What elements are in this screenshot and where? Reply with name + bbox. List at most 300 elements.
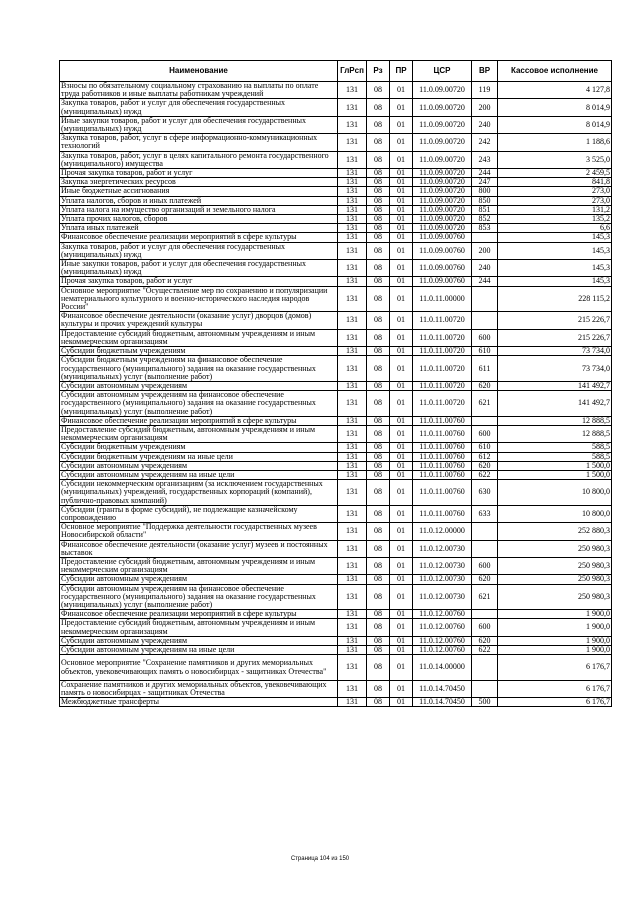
row-name-cell: Предоставление субсидий бюджетным, автономным учреждениям и иным некоммерческим организациям [60,425,338,442]
amount-cell: 215 226,7 [498,329,612,346]
table-row [60,260,612,277]
rz-cell: 08 [367,151,390,168]
row-name-cell: Субсидии бюджетным учреждениям на иные цели [60,452,338,461]
row-name-cell: Субсидии автономным учреждениям на финансовое обеспечение государственного (муниципального) задания на оказание государственных (муниципальных) услуг (выполнение работ) [60,391,338,417]
amount-cell: 131,2 [498,205,612,214]
pr-cell: 01 [390,655,413,681]
pr-cell: 01 [390,242,413,259]
row-name-cell: Межбюджетные трансферты [60,698,338,707]
row-name-cell: Предоставление субсидий бюджетным, автономным учреждениям и иным некоммерческим организациям [60,329,338,346]
row-name-cell: Субсидии автономным учреждениям на финансовое обеспечение государственного (муниципального) задания на оказание государственных (муниципальных) услуг (выполнение работ) [60,584,338,610]
vr-cell: 622 [472,646,498,655]
rz-cell: 08 [367,505,390,522]
csr-cell: 11.0.11.00720 [413,381,472,390]
csr-cell: 11.0.11.00760 [413,425,472,442]
vr-cell: 200 [472,242,498,259]
vr-cell [472,680,498,697]
pr-cell: 01 [390,187,413,196]
vr-cell: 244 [472,169,498,178]
row-name-cell: Иные бюджетные ассигнования [60,187,338,196]
vr-cell: 240 [472,260,498,277]
pr-cell: 01 [390,557,413,574]
csr-cell: 11.0.09.00720 [413,151,472,168]
csr-cell: 11.0.09.00720 [413,99,472,116]
glrsp-cell: 131 [338,233,367,242]
amount-cell: 841,8 [498,178,612,187]
vr-cell: 242 [472,134,498,151]
pr-cell: 01 [390,698,413,707]
pr-cell: 01 [390,540,413,557]
pr-cell: 01 [390,636,413,645]
amount-cell: 228 115,2 [498,286,612,312]
glrsp-cell: 131 [338,99,367,116]
amount-cell: 1 188,6 [498,134,612,151]
rz-cell: 08 [367,646,390,655]
rz-cell: 08 [367,452,390,461]
vr-cell [472,655,498,681]
pr-cell: 01 [390,312,413,329]
amount-cell: 73 734,0 [498,356,612,382]
vr-cell: 620 [472,636,498,645]
rz-cell: 08 [367,205,390,214]
row-name-cell: Субсидии автономным учреждениям [60,575,338,584]
pr-cell: 01 [390,391,413,417]
amount-cell: 1 900,0 [498,646,612,655]
rz-cell: 08 [367,178,390,187]
glrsp-cell: 131 [338,391,367,417]
amount-cell: 10 800,0 [498,480,612,506]
row-name-cell: Иные закупки товаров, работ и услуг для обеспечения государственных (муниципальных) нужд [60,260,338,277]
pr-cell: 01 [390,224,413,233]
rz-cell: 08 [367,575,390,584]
glrsp-cell: 131 [338,381,367,390]
rz-cell: 08 [367,260,390,277]
glrsp-cell: 131 [338,452,367,461]
amount-cell: 12 888,5 [498,425,612,442]
amount-cell: 145,3 [498,242,612,259]
amount-cell: 6 176,7 [498,680,612,697]
glrsp-cell: 131 [338,461,367,470]
pr-cell: 01 [390,646,413,655]
pr-cell: 01 [390,347,413,356]
amount-cell: 1 900,0 [498,619,612,636]
pr-cell: 01 [390,196,413,205]
amount-cell: 6,6 [498,224,612,233]
vr-cell [472,233,498,242]
amount-cell: 273,0 [498,196,612,205]
table-row [60,242,612,259]
glrsp-cell: 131 [338,356,367,382]
vr-cell: 244 [472,277,498,286]
table-row [60,99,612,116]
rz-cell: 08 [367,557,390,574]
row-name-cell: Уплата налога на имущество организаций и земельного налога [60,205,338,214]
amount-cell: 3 525,0 [498,151,612,168]
amount-cell: 252 880,3 [498,523,612,540]
table-row [60,646,612,655]
table-row [60,443,612,452]
table-row [60,391,612,417]
glrsp-cell: 131 [338,312,367,329]
amount-cell: 250 980,3 [498,557,612,574]
rz-cell: 08 [367,619,390,636]
csr-cell: 11.0.11.00720 [413,329,472,346]
vr-cell: 620 [472,575,498,584]
table-row [60,523,612,540]
rz-cell: 08 [367,540,390,557]
csr-cell: 11.0.09.00720 [413,134,472,151]
table-row [60,215,612,224]
pr-cell: 01 [390,381,413,390]
csr-cell: 11.0.11.00720 [413,391,472,417]
csr-cell: 11.0.11.00760 [413,416,472,425]
amount-cell: 250 980,3 [498,575,612,584]
row-name-cell: Субсидии автономным учреждениям на иные цели [60,470,338,479]
csr-cell: 11.0.09.00720 [413,224,472,233]
rz-cell: 08 [367,242,390,259]
rz-cell: 08 [367,169,390,178]
budget-table [59,60,612,707]
glrsp-cell: 131 [338,470,367,479]
amount-cell: 145,3 [498,277,612,286]
table-row [60,557,612,574]
vr-cell: 600 [472,329,498,346]
amount-cell: 141 492,7 [498,391,612,417]
table-row [60,312,612,329]
amount-cell: 1 900,0 [498,610,612,619]
vr-cell: 851 [472,205,498,214]
row-name-cell: Закупка товаров, работ, услуг в целях капитального ремонта государственного (муниципального) имущества [60,151,338,168]
row-name-cell: Закупка товаров, работ и услуг для обеспечения государственных (муниципальных) нужд [60,242,338,259]
vr-cell [472,416,498,425]
glrsp-cell: 131 [338,215,367,224]
amount-cell: 588,5 [498,443,612,452]
csr-cell: 11.0.12.00760 [413,646,472,655]
glrsp-cell: 131 [338,242,367,259]
rz-cell: 08 [367,277,390,286]
row-name-cell: Предоставление субсидий бюджетным, автономным учреждениям и иным некоммерческим организациям [60,619,338,636]
row-name-cell: Уплата прочих налогов, сборов [60,215,338,224]
csr-cell: 11.0.09.00760 [413,242,472,259]
row-name-cell: Субсидии автономным учреждениям на иные цели [60,646,338,655]
vr-cell [472,312,498,329]
row-name-cell: Основное мероприятие "Сохранение памятников и других мемориальных объектов, увековечивающих память о новосибирцах - защитниках Отечества" [60,655,338,681]
pr-cell: 01 [390,505,413,522]
amount-cell: 1 900,0 [498,636,612,645]
vr-cell: 600 [472,425,498,442]
rz-cell: 08 [367,443,390,452]
glrsp-cell: 131 [338,698,367,707]
vr-cell: 600 [472,619,498,636]
pr-cell: 01 [390,523,413,540]
amount-cell: 135,2 [498,215,612,224]
row-name-cell: Субсидии бюджетным учреждениям [60,347,338,356]
vr-cell [472,286,498,312]
pr-cell: 01 [390,356,413,382]
csr-cell: 11.0.09.00720 [413,178,472,187]
glrsp-cell: 131 [338,610,367,619]
csr-cell: 11.0.12.00730 [413,584,472,610]
glrsp-cell: 131 [338,205,367,214]
amount-cell: 4 127,8 [498,82,612,99]
row-name-cell: Взносы по обязательному социальному страхованию на выплаты по оплате труда работников и иные выплаты работникам учреждений [60,82,338,99]
row-name-cell: Закупка товаров, работ и услуг для обеспечения государственных (муниципальных) нужд [60,99,338,116]
vr-cell [472,523,498,540]
rz-cell: 08 [367,196,390,205]
table-row [60,540,612,557]
glrsp-cell: 131 [338,134,367,151]
rz-cell: 08 [367,636,390,645]
vr-cell: 612 [472,452,498,461]
vr-cell: 852 [472,215,498,224]
pr-cell: 01 [390,151,413,168]
amount-cell: 8 014,9 [498,116,612,133]
row-name-cell: Иные закупки товаров, работ и услуг для обеспечения государственных (муниципальных) нужд [60,116,338,133]
csr-cell: 11.0.09.00720 [413,215,472,224]
row-name-cell: Финансовое обеспечение реализации мероприятий в сфере культуры [60,233,338,242]
rz-cell: 08 [367,480,390,506]
table-row [60,151,612,168]
csr-cell: 11.0.12.00760 [413,636,472,645]
row-name-cell: Субсидии некоммерческим организациям (за исключением государственных (муниципальных) учреждений, государственных корпораций (компаний), публично-правовых компаний) [60,480,338,506]
csr-cell: 11.0.12.00000 [413,523,472,540]
pr-cell: 01 [390,416,413,425]
vr-cell: 622 [472,470,498,479]
table-row [60,505,612,522]
row-name-cell: Основное мероприятие "Осуществление мер по сохранению и популяризации нематериального культурного и военно-исторического наследия народов России" [60,286,338,312]
amount-cell: 145,3 [498,260,612,277]
csr-cell: 11.0.11.00760 [413,461,472,470]
row-name-cell: Основное мероприятие "Поддержка деятельности государственных музеев Новосибирской области" [60,523,338,540]
vr-cell: 500 [472,698,498,707]
rz-cell: 08 [367,461,390,470]
rz-cell: 08 [367,610,390,619]
row-name-cell: Финансовое обеспечение реализации мероприятий в сфере культуры [60,610,338,619]
header-name: Наименование [60,61,338,82]
csr-cell: 11.0.09.00720 [413,205,472,214]
glrsp-cell: 131 [338,540,367,557]
table-row [60,698,612,707]
table-body [60,82,612,707]
pr-cell: 01 [390,575,413,584]
rz-cell: 08 [367,187,390,196]
row-name-cell: Субсидии бюджетным учреждениям на финансовое обеспечение государственного (муниципального) задания на оказание государственных (муниципальных) услуг (выполнение работ) [60,356,338,382]
row-name-cell: Субсидии автономным учреждениям [60,636,338,645]
csr-cell: 11.0.11.00760 [413,505,472,522]
csr-cell: 11.0.09.00760 [413,277,472,286]
glrsp-cell: 131 [338,347,367,356]
glrsp-cell: 131 [338,619,367,636]
vr-cell: 600 [472,557,498,574]
pr-cell: 01 [390,610,413,619]
csr-cell: 11.0.11.00720 [413,312,472,329]
csr-cell: 11.0.12.00730 [413,557,472,574]
row-name-cell: Финансовое обеспечение деятельности (оказание услуг) музеев и постоянных выставок [60,540,338,557]
glrsp-cell: 131 [338,443,367,452]
rz-cell: 08 [367,116,390,133]
glrsp-cell: 131 [338,286,367,312]
glrsp-cell: 131 [338,169,367,178]
glrsp-cell: 131 [338,224,367,233]
rz-cell: 08 [367,329,390,346]
csr-cell: 11.0.11.00760 [413,480,472,506]
rz-cell: 08 [367,347,390,356]
rz-cell: 08 [367,82,390,99]
pr-cell: 01 [390,619,413,636]
header-vr: ВР [472,61,498,82]
vr-cell: 621 [472,584,498,610]
vr-cell: 850 [472,196,498,205]
glrsp-cell: 131 [338,575,367,584]
glrsp-cell: 131 [338,655,367,681]
rz-cell: 08 [367,356,390,382]
row-name-cell: Финансовое обеспечение деятельности (оказание услуг) дворцов (домов) культуры и прочих учреждений культуры [60,312,338,329]
rz-cell: 08 [367,224,390,233]
table-header-row [60,61,612,82]
vr-cell: 620 [472,381,498,390]
csr-cell: 11.0.09.00760 [413,233,472,242]
row-name-cell: Закупка товаров, работ, услуг в сфере информационно-коммуникационных технологий [60,134,338,151]
table-row [60,196,612,205]
pr-cell: 01 [390,233,413,242]
pr-cell: 01 [390,178,413,187]
row-name-cell: Субсидии автономным учреждениям [60,461,338,470]
glrsp-cell: 131 [338,260,367,277]
vr-cell: 240 [472,116,498,133]
pr-cell: 01 [390,134,413,151]
page-footer: Страница 104 из 150 [290,856,350,862]
glrsp-cell: 131 [338,416,367,425]
amount-cell: 588,5 [498,452,612,461]
csr-cell: 11.0.11.00720 [413,347,472,356]
csr-cell: 11.0.09.00720 [413,169,472,178]
row-name-cell: Субсидии бюджетным учреждениям [60,443,338,452]
pr-cell: 01 [390,443,413,452]
rz-cell: 08 [367,312,390,329]
csr-cell: 11.0.11.00760 [413,452,472,461]
table-row [60,619,612,636]
csr-cell: 11.0.14.70450 [413,698,472,707]
rz-cell: 08 [367,416,390,425]
csr-cell: 11.0.12.00730 [413,540,472,557]
header-cash-execution: Кассовое исполнение [498,61,612,82]
table-row [60,680,612,697]
amount-cell: 12 888,5 [498,416,612,425]
vr-cell [472,610,498,619]
rz-cell: 08 [367,425,390,442]
csr-cell: 11.0.12.00760 [413,610,472,619]
amount-cell: 215 226,7 [498,312,612,329]
csr-cell: 11.0.12.00760 [413,619,472,636]
rz-cell: 08 [367,233,390,242]
glrsp-cell: 131 [338,646,367,655]
pr-cell: 01 [390,215,413,224]
glrsp-cell: 131 [338,523,367,540]
amount-cell: 250 980,3 [498,540,612,557]
pr-cell: 01 [390,116,413,133]
rz-cell: 08 [367,584,390,610]
rz-cell: 08 [367,391,390,417]
csr-cell: 11.0.09.00720 [413,187,472,196]
glrsp-cell: 131 [338,584,367,610]
pr-cell: 01 [390,470,413,479]
glrsp-cell: 131 [338,557,367,574]
rz-cell: 08 [367,680,390,697]
amount-cell: 1 500,0 [498,470,612,479]
pr-cell: 01 [390,461,413,470]
glrsp-cell: 131 [338,187,367,196]
rz-cell: 08 [367,286,390,312]
table-row [60,187,612,196]
csr-cell: 11.0.14.70450 [413,680,472,697]
amount-cell: 145,3 [498,233,612,242]
table-row [60,233,612,242]
vr-cell: 633 [472,505,498,522]
pr-cell: 01 [390,452,413,461]
row-name-cell: Уплата налогов, сборов и иных платежей [60,196,338,205]
csr-cell: 11.0.09.00720 [413,116,472,133]
rz-cell: 08 [367,99,390,116]
table-row [60,655,612,681]
amount-cell: 273,0 [498,187,612,196]
row-name-cell: Прочая закупка товаров, работ и услуг [60,277,338,286]
header-rz: Рз [367,61,390,82]
glrsp-cell: 131 [338,277,367,286]
amount-cell: 10 800,0 [498,505,612,522]
vr-cell: 243 [472,151,498,168]
glrsp-cell: 131 [338,151,367,168]
vr-cell: 247 [472,178,498,187]
row-name-cell: Прочая закупка товаров, работ и услуг [60,169,338,178]
table-row [60,452,612,461]
row-name-cell: Финансовое обеспечение реализации мероприятий в сфере культуры [60,416,338,425]
table-row [60,356,612,382]
amount-cell: 2 459,5 [498,169,612,178]
pr-cell: 01 [390,99,413,116]
pr-cell: 01 [390,329,413,346]
glrsp-cell: 131 [338,196,367,205]
vr-cell: 800 [472,187,498,196]
csr-cell: 11.0.11.00720 [413,356,472,382]
csr-cell: 11.0.12.00730 [413,575,472,584]
pr-cell: 01 [390,425,413,442]
glrsp-cell: 131 [338,425,367,442]
glrsp-cell: 131 [338,329,367,346]
table-row [60,116,612,133]
amount-cell: 73 734,0 [498,347,612,356]
vr-cell: 620 [472,461,498,470]
vr-cell: 621 [472,391,498,417]
table-row [60,82,612,99]
csr-cell: 11.0.14.00000 [413,655,472,681]
rz-cell: 08 [367,523,390,540]
rz-cell: 08 [367,134,390,151]
table-row [60,584,612,610]
csr-cell: 11.0.09.00760 [413,260,472,277]
vr-cell [472,540,498,557]
pr-cell: 01 [390,286,413,312]
header-csr: ЦСР [413,61,472,82]
rz-cell: 08 [367,381,390,390]
vr-cell: 610 [472,347,498,356]
amount-cell: 250 980,3 [498,584,612,610]
glrsp-cell: 131 [338,505,367,522]
csr-cell: 11.0.11.00760 [413,443,472,452]
pr-cell: 01 [390,277,413,286]
table-row [60,575,612,584]
glrsp-cell: 131 [338,680,367,697]
row-name-cell: Сохранение памятников и других мемориальных объектов, увековечивающих память о новосибирцах - защитниках Отечества [60,680,338,697]
